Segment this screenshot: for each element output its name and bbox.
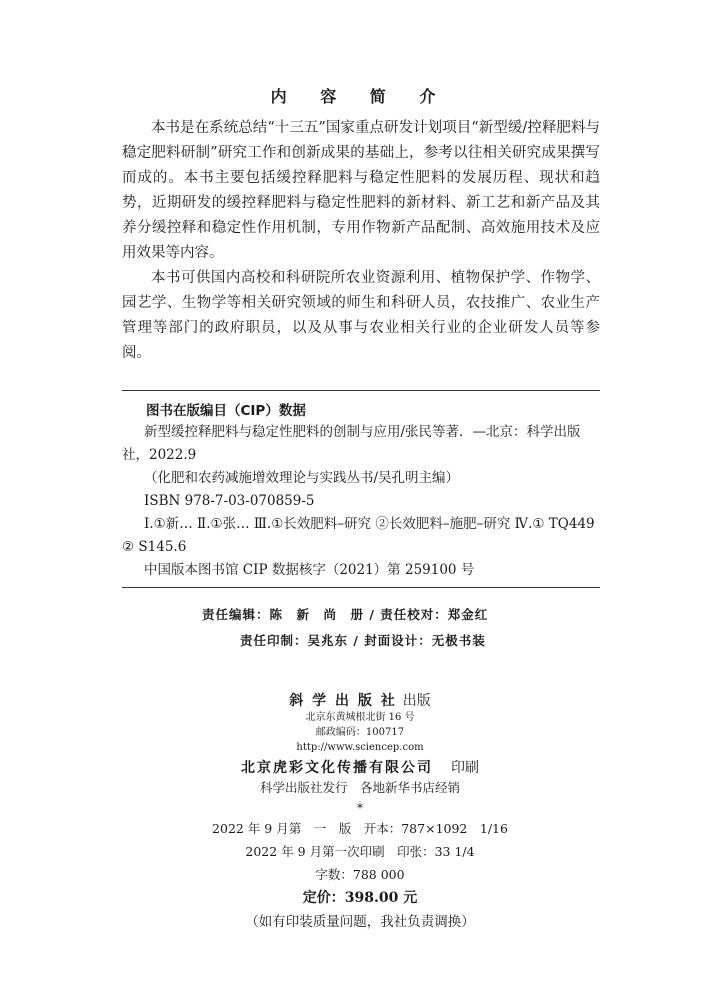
distribution-info: 科学出版社发行 各地新华书店经销 <box>259 780 460 795</box>
printer-action: 印刷 <box>451 760 479 776</box>
cip-heading: 图书在版编目（CIP）数据 <box>146 403 306 419</box>
publisher-name: 斜 学 出 版 社 <box>289 693 397 709</box>
quality-note: （如有印装质量问题，我社负责调换） <box>245 914 475 930</box>
credits-line-2: 责任印制：吴兆东 / 封面设计：无极书装 <box>240 633 486 648</box>
cip-classification-line: Ⅰ.①新… Ⅱ.①张… Ⅲ.①长效肥料–研究 ②长效肥料–施肥–研究 Ⅳ.① TQ449 ② S145.6 <box>122 516 595 555</box>
intro-paragraph-2: 本书可供国内高校和科研院所农业资源利用、植物保护学、作物学、园艺学、生物学等相关研究领域的师生和科研人员，农技推广、农业生产管理等部门的政府职员，以及从事与农业相关行业的企业研发人员等参阅。 <box>122 270 600 361</box>
printing-info: 2022 年 9 月第一次印刷 印张：33 1/4 <box>245 844 475 859</box>
cip-isbn-line: ISBN 978-7-03-070859-5 <box>144 493 315 509</box>
cip-title-line: 新型缓控释肥料与稳定性肥料的创制与应用/张民等著．—北京：科学出版社，2022.9 <box>122 424 581 463</box>
credits-line-1: 责任编辑：陈 新 尚 册 / 责任校对：郑金红 <box>202 607 489 622</box>
page-title: 内 容 简 介 <box>270 87 450 106</box>
cip-data-block <box>122 390 600 588</box>
introduction-section <box>122 116 600 366</box>
word-count: 字数：788 000 <box>315 867 405 882</box>
publisher-block <box>0 690 720 934</box>
price: 定价：398.00 元 <box>302 890 418 906</box>
publisher-name-row <box>0 690 720 710</box>
publisher-url: http://www.sciencep.com <box>296 742 424 753</box>
printer-row <box>0 757 720 777</box>
intro-paragraph-1: 本书是在系统总结“十三五”国家重点研发计划项目“新型缓/控释肥料与稳定肥料研制”研究工作和创新成果的基础上，参考以往相关研究成果撰写而成的。本书主要包括缓控释肥料与稳定性肥料的发展历程、现状和趋势，近期研发的缓控释肥料与稳定性肥料的新材料、新工艺和新产品及其养分缓控释和稳定性作用机制，专用作物新产品配制、高效施用技术及应用效果等内容。 <box>122 120 600 261</box>
printer-name: 北京虎彩文化传播有限公司 <box>241 760 433 776</box>
publisher-address: 北京东黄城根北街 16 号 <box>305 712 415 723</box>
publisher-postal-code: 邮政编码：100717 <box>315 727 405 738</box>
editorial-credits <box>122 602 600 654</box>
publisher-action: 出版 <box>402 693 431 709</box>
cip-record-number: 中国版本图书馆 CIP 数据核字（2021）第 259100 号 <box>144 562 475 578</box>
separator-star: * <box>357 801 363 815</box>
edition-info: 2022 年 9 月第 一 版 开本：787×1092 1/16 <box>212 821 508 836</box>
cip-series-line: （化肥和农药减施增效理论与实践丛书/吴孔明主编） <box>144 470 460 486</box>
